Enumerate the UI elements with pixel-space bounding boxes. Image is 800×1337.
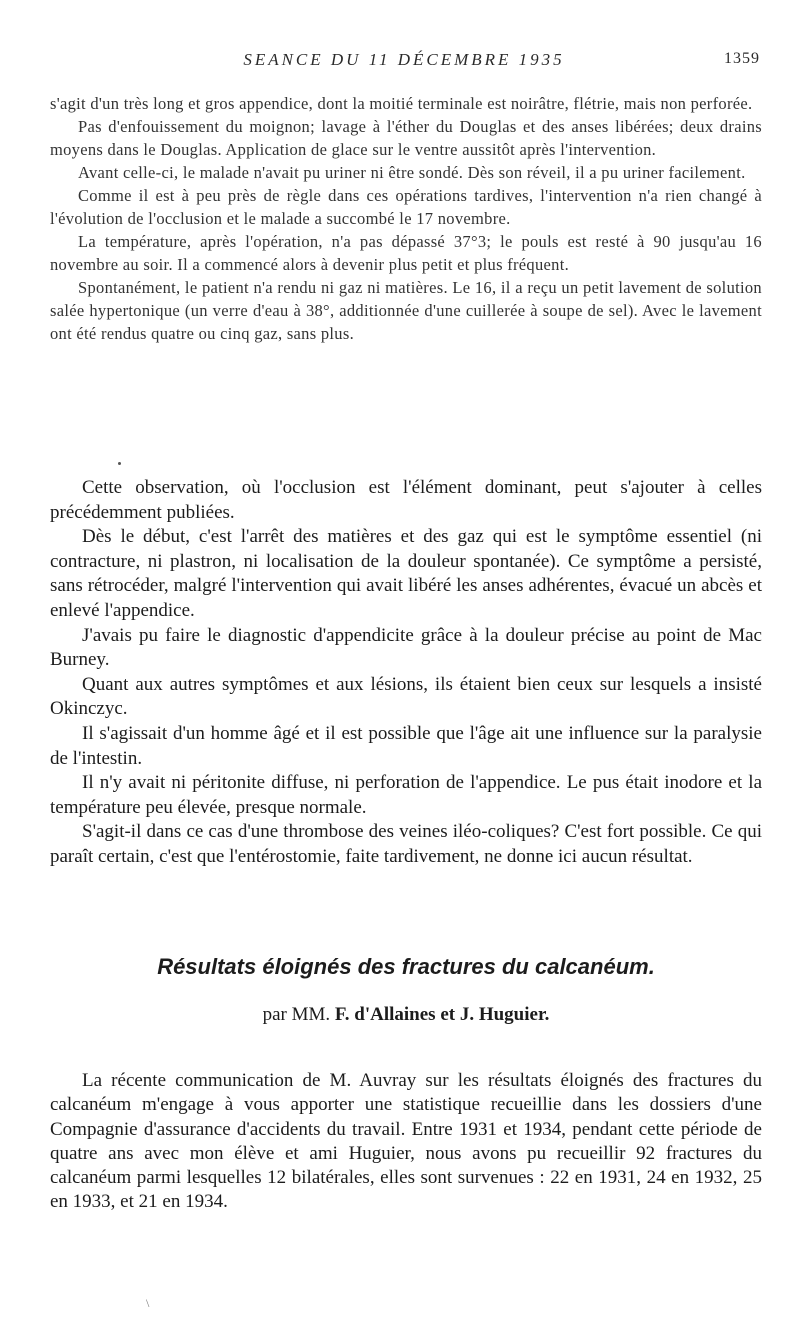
authors-prefix: par MM. xyxy=(262,1004,331,1025)
article-authors xyxy=(50,1004,762,1026)
observation-paragraph: Pas d'enfouissement du moignon; lavage à l'éther du Douglas et des anses libérées; deux drains moyens dans le Douglas. Application de glace sur le ventre aussitôt après l'intervention. xyxy=(50,117,762,159)
article-title: Résultats éloignés des fractures du calcanéum. xyxy=(157,954,655,979)
page-number: 1359 xyxy=(724,50,760,67)
discussion-paragraph: Quant aux autres symptômes et aux lésions, ils étaient bien ceux sur lesquels a insisté Okinczyc. xyxy=(50,673,762,720)
observation-paragraph: Avant celle-ci, le malade n'avait pu uriner ni être sondé. Dès son réveil, il a pu uriner facilement. xyxy=(78,163,746,182)
article-paragraph: La récente communication de M. Auvray sur les résultats éloignés des fractures du calcanéum m'engage à vous apporter une statistique recueillie dans les dossiers d'une Compagnie d'assurance d'accidents du travail. Entre 1931 et 1934, pendant cette période de quatre ans avec mon élève et ami Huguier, nous avons pu recueillir 92 fractures du calcanéum parmi lesquelles 12 bilatérales, elles sont survenues : 22 en 1931, 24 en 1932, 25 en 1933, et 21 en 1934. xyxy=(50,1070,762,1213)
authors-names: F. d'Allaines et J. Huguier. xyxy=(334,1004,550,1025)
header-title: SEANCE DU 11 DÉCEMBRE 1935 xyxy=(243,50,565,69)
observation-paragraph: La température, après l'opération, n'a pas dépassé 37°3; le pouls est resté à 90 jusqu'au 16 novembre au soir. Il a commencé alors à devenir plus petit et plus fréquent. xyxy=(50,232,762,274)
discussion-paragraph: Cette observation, où l'occlusion est l'élément dominant, peut s'ajouter à celles précédemment publiées. xyxy=(50,477,762,523)
discussion-paragraph: Dès le début, c'est l'arrêt des matières et des gaz qui est le symptôme essentiel (ni contracture, ni plastron, ni localisation de la douleur spontanée). Ce symptôme a persisté, sans rétrocéder, malgré l'intervention qui avait libéré les anses adhérentes, évacué un abcès et enlevé l'appendice. xyxy=(50,526,762,621)
observation-text xyxy=(50,92,762,345)
discussion-paragraph: Il n'y avait ni péritonite diffuse, ni perforation de l'appendice. Le pus était inodore et la température peu élevée, presque normale. xyxy=(50,772,762,818)
discussion-paragraph: S'agit-il dans ce cas d'une thrombose des veines iléo-coliques? C'est fort possible. Ce qui paraît certain, c'est que l'entérostomie, faite tardivement, ne donne ici aucun résultat. xyxy=(50,821,762,867)
discussion-paragraph: Il s'agissait d'un homme âgé et il est possible que l'âge ait une influence sur la paralysie de l'intestin. xyxy=(50,722,762,769)
observation-paragraph: Spontanément, le patient n'a rendu ni gaz ni matières. Le 16, il a reçu un petit lavement de solution salée hypertonique (un verre d'eau à 38°, additionnée d'une cuillerée à soupe de sel). Avec le lavement ont été rendus quatre ou cinq gaz, sans plus. xyxy=(50,278,762,343)
observation-paragraph: Comme il est à peu près de règle dans ces opérations tardives, l'intervention n'a rien changé à l'évolution de l'occlusion et le malade a succombé le 17 novembre. xyxy=(50,186,762,228)
stray-mark: \ xyxy=(146,1296,150,1310)
article-body xyxy=(50,1069,762,1215)
discussion-text xyxy=(50,476,762,870)
observation-paragraph: s'agit d'un très long et gros appendice, dont la moitié terminale est noirâtre, flétrie, mais non perforée. xyxy=(50,94,753,113)
discussion-paragraph: J'avais pu faire le diagnostic d'appendicite grâce à la douleur précise au point de Mac Burney. xyxy=(50,624,762,671)
print-dot xyxy=(118,462,121,465)
running-header xyxy=(48,50,760,74)
